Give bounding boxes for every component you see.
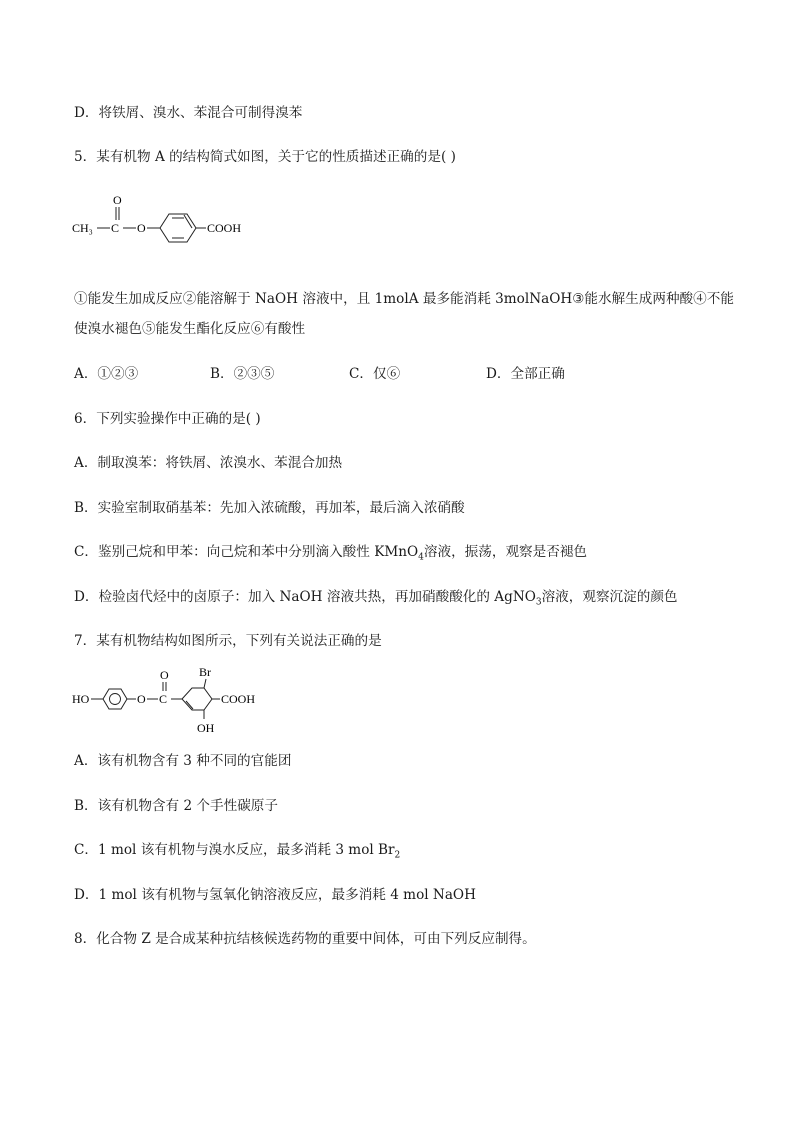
q7-carbonyl-oxygen: O bbox=[160, 668, 169, 682]
q7-cooh-label: COOH bbox=[221, 692, 256, 706]
q7-option-c-subscript: 2 bbox=[394, 850, 401, 861]
q5-stem: 5．某有机物 A 的结构简式如图，关于它的性质描述正确的是( ) bbox=[74, 149, 456, 165]
q5-options bbox=[74, 365, 724, 383]
q6-option-c bbox=[74, 543, 587, 567]
q5-carbonyl-oxygen: O bbox=[113, 193, 122, 207]
q6-option-c-text1: C．鉴别己烷和甲苯：向己烷和苯中分别滴入酸性 KMnO bbox=[74, 544, 419, 560]
q7-cyclohexene-ring bbox=[182, 688, 212, 710]
q7-benzene-ring bbox=[103, 689, 127, 709]
q6-option-a: A．制取溴苯：将铁屑、浓溴水、苯混合加热 bbox=[74, 455, 343, 471]
q7-option-b: B．该有机物含有 2 个手性碳原子 bbox=[74, 798, 278, 814]
q5-structure-diagram bbox=[70, 188, 260, 258]
q7-stem: 7．某有机物结构如图所示，下列有关说法正确的是 bbox=[74, 633, 382, 649]
q6-option-d-text2: 溶液，观察沉淀的颜色 bbox=[541, 589, 678, 605]
q5-option-c: C．仅⑥ bbox=[349, 366, 401, 382]
q7-option-d: D．1 mol 该有机物与氢氧化钠溶液反应，最多消耗 4 mol NaOH bbox=[74, 887, 476, 903]
q7-ester-oxygen: O bbox=[137, 692, 146, 706]
q6-option-d-text1: D．检验卤代烃中的卤原子：加入 NaOH 溶液共热，再加硝酸酸化的 AgNO bbox=[74, 589, 536, 605]
q7-oh-label: OH bbox=[197, 721, 215, 735]
q7-structure-diagram bbox=[70, 664, 270, 736]
q4-option-d: D．将铁屑、溴水、苯混合可制得溴苯 bbox=[74, 105, 303, 121]
q7-option-c bbox=[74, 841, 400, 865]
q7-option-a: A．该有机物含有 3 种不同的官能团 bbox=[74, 753, 292, 769]
q5-ester-oxygen: O bbox=[137, 221, 146, 235]
q6-option-d bbox=[74, 588, 678, 612]
q7-bromine-label: Br bbox=[199, 665, 211, 679]
q5-carbonyl-carbon: C bbox=[111, 221, 120, 235]
q8-stem: 8．化合物 Z 是合成某种抗结核候选药物的重要中间体，可由下列反应制得。 bbox=[74, 931, 536, 947]
q5-option-a: A．①②③ bbox=[74, 366, 139, 382]
q7-carbonyl-carbon: C bbox=[159, 692, 168, 706]
q5-option-b: B．②③⑤ bbox=[210, 366, 275, 382]
q6-option-c-text2: 溶液，振荡，观察是否褪色 bbox=[423, 544, 588, 560]
q6-option-b: B．实验室制取硝基苯：先加入浓硫酸，再加苯，最后滴入浓硝酸 bbox=[74, 500, 465, 516]
q5-ch3-label: CH₃ bbox=[72, 221, 93, 235]
q5-description-line2: 使溴水褪色⑤能发生酯化反应⑥有酸性 bbox=[74, 321, 306, 337]
q5-cooh-label: COOH bbox=[207, 221, 242, 235]
q5-option-d: D．全部正确 bbox=[486, 366, 565, 382]
q7-option-c-text: C．1 mol 该有机物与溴水反应，最多消耗 3 mol Br bbox=[74, 842, 395, 858]
q7-ho-label: HO bbox=[72, 692, 90, 706]
q5-description-line1: ①能发生加成反应②能溶解于 NaOH 溶液中，且 1molA 最多能消耗 3molNaOH③能水解生成两种酸④不能 bbox=[74, 291, 734, 307]
q6-option-c-subscript: 4 bbox=[418, 552, 424, 563]
q6-stem: 6．下列实验操作中正确的是( ) bbox=[74, 411, 261, 427]
q6-option-d-subscript: 3 bbox=[535, 597, 542, 608]
